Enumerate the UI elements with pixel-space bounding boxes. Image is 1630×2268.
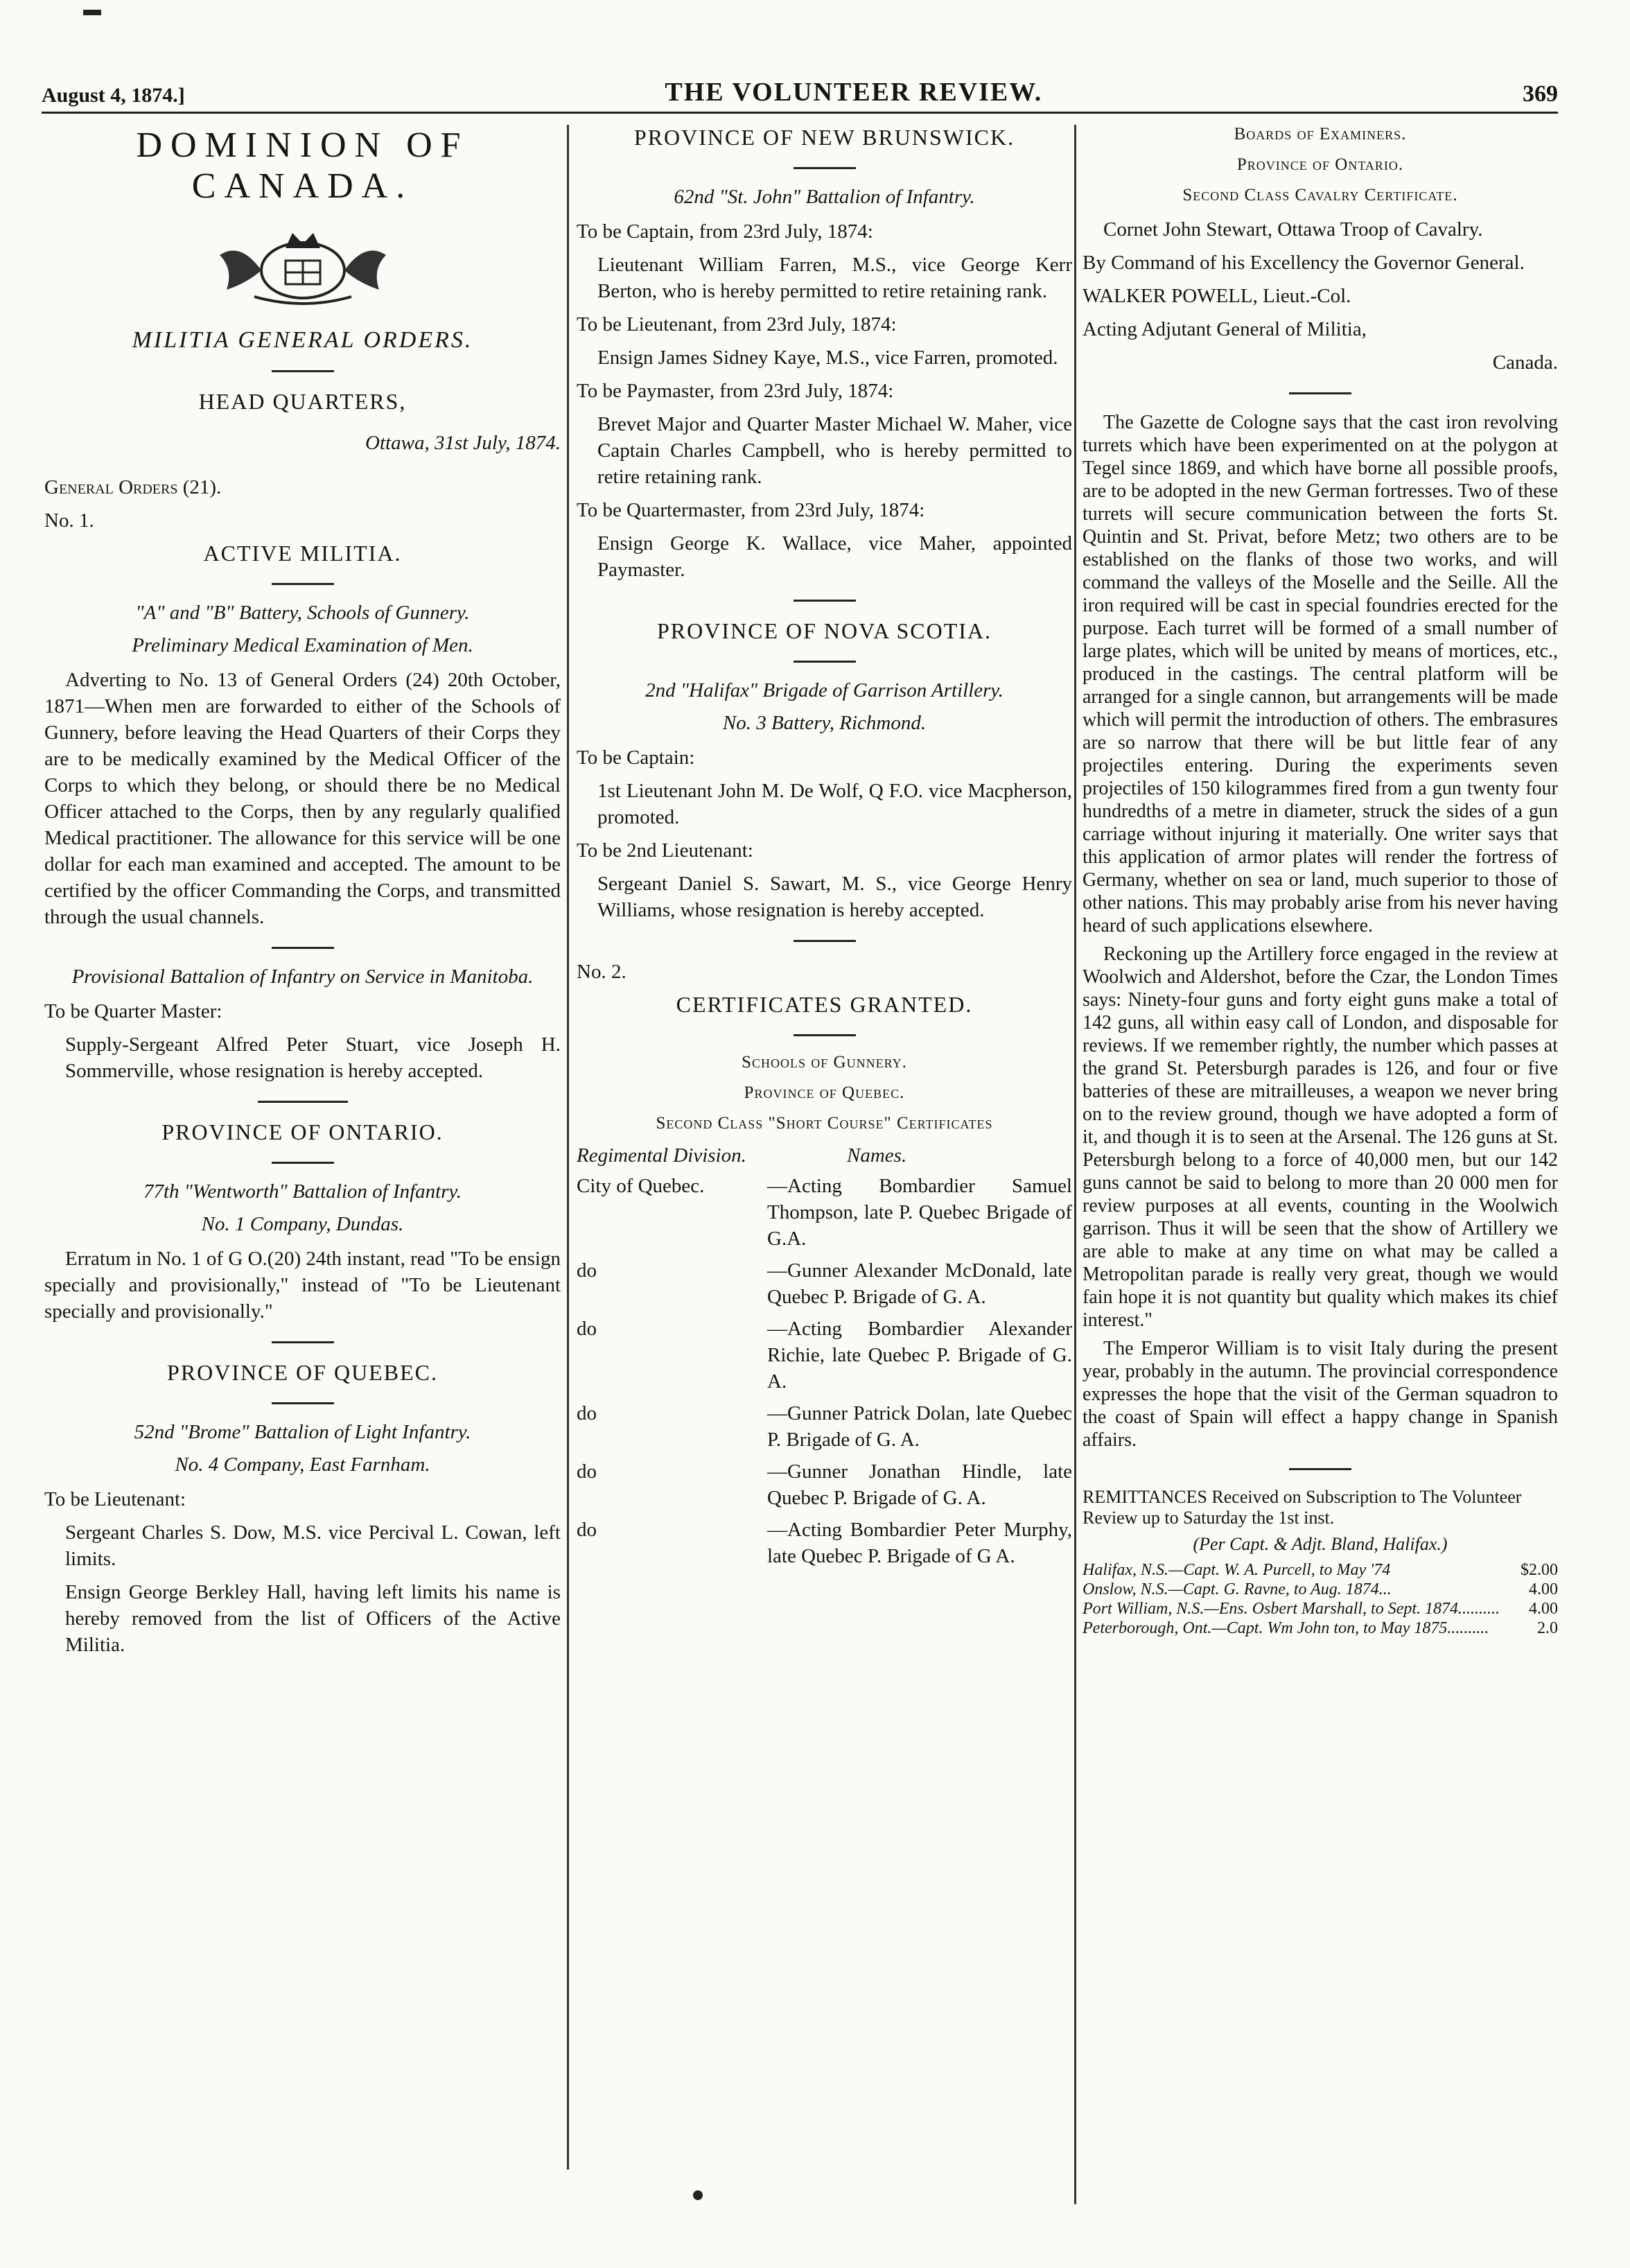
command-line: By Command of his Excellency the Governor General. bbox=[1083, 252, 1525, 274]
appointment-text: 1st Lieutenant John M. De Wolf, Q F.O. vice Macpherson, promoted. bbox=[597, 780, 1072, 828]
certificate-table-header bbox=[577, 1144, 1072, 1167]
article-paragraph: Reckoning up the Artillery force engaged in the review at Woolwich and Aldershot, before the Czar, the London Times says: Ninety-four guns and forty eight guns make a total of 142 guns, all within easy call of London, and disposable for reviews. If we remember rightly, the number which passes at the grand St. Petersburgh parades is 126, and four or five batteries of these are mitrailleuses, a weapon we never bring on to the review ground, though we have adopted a form of it, and though it is to seen at the Arsenal. The 126 guns at St. Petersburgh belong to a force of 40,000 men, but our 142 guns cannot be said to belong to more than 20 000 men for review purposes at all events, counting in the Woolwich garrison. Thus it will be seen that the show of Artillery we are able to make at any time on what may be called a Metropolitan parade is really very great, though we would fain hope it is not quantity but quality which makes its chief interest." bbox=[1083, 943, 1558, 1331]
regimental-division: do bbox=[577, 1318, 597, 1340]
section-heading: CERTIFICATES GRANTED. bbox=[676, 992, 973, 1017]
table-row bbox=[577, 1458, 1072, 1511]
list-item bbox=[1083, 1599, 1558, 1619]
order-number: No. 2. bbox=[577, 961, 626, 983]
appointment-heading: To be Lieutenant, from 23rd July, 1874: bbox=[577, 313, 897, 335]
article-paragraph: The Gazette de Cologne says that the cast iron revolving turrets which have been experimented on at the polygon at Tegel since 1869, and which have borne all possible proofs, are to be adopted in the new German fortresses. Two of these turrets will secure communication between the forts St. Quintin and St. Privat, before Metz; two others are to be established on the flanks of those two works, and will command the valleys of the Moselle and the Seille. All the iron required will be cast in special foundries erected for the purpose. Each turret will be formed of a small number of large plates, which will be united by means of mortices, etc., produced in the castings. The central platform will be arranged for a single cannon, but arrangements will be made which will permit the introduction of others. The embrasures are so narrow that there will be but little fear of any projectiles entering. During the experiments seven projectiles of 150 kilogrammes fired from a gun twenty four hundredths of a metre in diameter, struck the sides of a gun carriage without injuring it materially. One writer says that this application of armor plates will render the fortress of Germany, whether on sea or land, much superior to those of other nations. This may probably arise from his never having heard of such applications elsewhere. bbox=[1083, 412, 1558, 936]
dateline: Ottawa, 31st July, 1874. bbox=[365, 432, 561, 454]
divider bbox=[794, 167, 856, 169]
company-heading: No. 4 Company, East Farnham. bbox=[175, 1454, 430, 1476]
remittances-heading: REMITTANCES Received on Subscription to The Volunteer Review up to Saturday the 1st inst. bbox=[1083, 1487, 1522, 1528]
list-item bbox=[1083, 1560, 1558, 1580]
regimental-division: do bbox=[577, 1402, 597, 1424]
table-row bbox=[577, 1517, 1072, 1569]
divider bbox=[272, 1402, 334, 1404]
signer-title: Acting Adjutant General of Militia, bbox=[1083, 318, 1367, 340]
recipient-name: —Acting Bombardier Alexander Richie, late Quebec P. Brigade of G. A. bbox=[767, 1318, 1072, 1393]
appointment-heading: To be 2nd Lieutenant: bbox=[577, 839, 753, 862]
province-heading: PROVINCE OF NOVA SCOTIA. bbox=[656, 618, 992, 643]
certificate-class-heading: Second Class "Short Course" Certificates bbox=[656, 1114, 993, 1133]
appointment-text: Ensign George Berkley Hall, having left limits his name is hereby removed from the list of Officers of the Active Militia. bbox=[65, 1581, 561, 1656]
appointment-text: Supply-Sergeant Alfred Peter Stuart, vice Joseph H. Sommerville, whose resignation is hereby accepted. bbox=[65, 1033, 561, 1082]
divider bbox=[794, 600, 856, 602]
signer-place: Canada. bbox=[1492, 351, 1558, 374]
remittance-amount: 4.00 bbox=[1529, 1580, 1558, 1598]
general-orders-number: General Orders (21). bbox=[44, 476, 222, 498]
remittance-entry: Onslow, N.S.—Capt. G. Ravne, to Aug. 1874... bbox=[1083, 1580, 1392, 1598]
remittance-entry: Peterborough, Ont.—Capt. Wm John ton, to May 1875.......... bbox=[1083, 1619, 1489, 1637]
subheading: Preliminary Medical Examination of Men. bbox=[132, 634, 473, 656]
divider bbox=[272, 1341, 334, 1343]
section-heading: ACTIVE MILITIA. bbox=[203, 541, 402, 566]
column-1 bbox=[44, 125, 561, 1665]
column-rule bbox=[1074, 125, 1076, 2204]
page-number: 369 bbox=[1523, 81, 1558, 107]
recipient-name: —Gunner Patrick Dolan, late Quebec P. Brigade of G. A. bbox=[767, 1402, 1072, 1451]
appointment-text: Sergeant Charles S. Dow, M.S. vice Percival L. Cowan, left limits. bbox=[65, 1521, 561, 1570]
remittance-amount: 2.0 bbox=[1537, 1619, 1558, 1637]
province-heading: PROVINCE OF QUEBEC. bbox=[167, 1360, 438, 1385]
company-heading: No. 1 Company, Dundas. bbox=[201, 1213, 404, 1235]
recipient-name: —Gunner Jonathan Hindle, late Quebec P. Brigade of G. A. bbox=[767, 1460, 1072, 1509]
remittance-entry: Halifax, N.S.—Capt. W. A. Purcell, to May '74 bbox=[1083, 1561, 1391, 1579]
battalion-heading: 52nd "Brome" Battalion of Light Infantry. bbox=[134, 1421, 471, 1443]
province-heading: PROVINCE OF NEW BRUNSWICK. bbox=[633, 125, 1015, 150]
column-header-division: Regimental Division. bbox=[577, 1144, 746, 1167]
appointment-text: Brevet Major and Quarter Master Michael W. Maher, vice Captain Charles Campbell, who is hereby permitted to retire retaining rank. bbox=[597, 413, 1072, 488]
province-subheading: Province of Ontario. bbox=[1236, 155, 1404, 174]
regimental-division: do bbox=[577, 1519, 597, 1541]
province-subheading: Province of Quebec. bbox=[744, 1083, 905, 1102]
appointment-text: Cornet John Stewart, Ottawa Troop of Cavalry. bbox=[1103, 218, 1483, 241]
recipient-name: —Acting Bombardier Peter Murphy, late Quebec P. Brigade of G A. bbox=[767, 1519, 1072, 1567]
divider bbox=[1289, 392, 1351, 394]
divider bbox=[1289, 1468, 1351, 1470]
regimental-division: do bbox=[577, 1259, 597, 1282]
publication-title: THE VOLUNTEER REVIEW. bbox=[665, 78, 1043, 107]
province-heading: PROVINCE OF ONTARIO. bbox=[161, 1119, 444, 1144]
signer-name: WALKER POWELL, Lieut.-Col. bbox=[1083, 285, 1351, 307]
divider bbox=[272, 583, 334, 585]
certificate-class-heading: Second Class Cavalry Certificate. bbox=[1182, 186, 1458, 204]
boards-heading: Boards of Examiners. bbox=[1234, 125, 1407, 143]
page-header bbox=[42, 72, 1558, 114]
recipient-name: —Acting Bombardier Samuel Thompson, late P. Quebec Brigade of G.A. bbox=[767, 1175, 1072, 1250]
divider bbox=[258, 1101, 348, 1103]
battery-heading: "A" and "B" Battery, Schools of Gunnery. bbox=[135, 602, 470, 624]
column-header-names: Names. bbox=[847, 1144, 907, 1167]
table-row bbox=[577, 1257, 1072, 1310]
orders-title: MILITIA GENERAL ORDERS. bbox=[132, 327, 473, 353]
divider bbox=[272, 370, 334, 372]
battalion-heading: Provisional Battalion of Infantry on Service in Manitoba. bbox=[71, 966, 534, 988]
divider bbox=[272, 1162, 334, 1164]
certificate-table bbox=[577, 1173, 1072, 1569]
list-item bbox=[1083, 1619, 1558, 1638]
regimental-division: do bbox=[577, 1460, 597, 1483]
remittance-amount: $2.00 bbox=[1521, 1561, 1558, 1579]
appointment-heading: To be Captain: bbox=[577, 747, 695, 769]
remittances-list bbox=[1083, 1560, 1558, 1638]
divider bbox=[794, 661, 856, 663]
remittance-entry: Port William, N.S.—Ens. Osbert Marshall, to Sept. 1874.......... bbox=[1083, 1600, 1500, 1618]
order-number: No. 1. bbox=[44, 509, 94, 532]
ink-mark bbox=[693, 2190, 703, 2200]
table-row bbox=[577, 1173, 1072, 1252]
appointment-heading: To be Quartermaster, from 23rd July, 1874: bbox=[577, 499, 925, 521]
brigade-heading: 2nd "Halifax" Brigade of Garrison Artillery. bbox=[645, 679, 1004, 701]
article-paragraph: The Emperor William is to visit Italy during the present year, probably in the autumn. The provincial correspondence expresses the hope that the visit of the German squadron to the coast of Spain will effect a happy change in Spanish affairs. bbox=[1083, 1338, 1558, 1451]
battalion-heading: 77th "Wentworth" Battalion of Infantry. bbox=[143, 1180, 462, 1203]
battery-heading: No. 3 Battery, Richmond. bbox=[722, 712, 927, 734]
schools-heading: Schools of Gunnery. bbox=[742, 1053, 907, 1072]
appointment-text: Sergeant Daniel S. Sawart, M. S., vice George Henry Williams, whose resignation is hereby accepted. bbox=[597, 873, 1072, 921]
divider bbox=[794, 940, 856, 942]
divider bbox=[272, 947, 334, 949]
ink-mark bbox=[83, 10, 101, 15]
column-3 bbox=[1083, 125, 1558, 1638]
column-rule bbox=[567, 125, 569, 2170]
remittance-amount: 4.00 bbox=[1529, 1600, 1558, 1618]
divider bbox=[794, 1034, 856, 1036]
headquarters-heading: HEAD QUARTERS, bbox=[198, 389, 407, 414]
table-row bbox=[577, 1316, 1072, 1395]
appointment-text: Ensign George K. Wallace, vice Maher, appointed Paymaster. bbox=[597, 532, 1072, 581]
appointment-heading: To be Quarter Master: bbox=[44, 1000, 222, 1022]
appointment-text: Ensign James Sidney Kaye, M.S., vice Farren, promoted. bbox=[597, 347, 1058, 369]
column-2 bbox=[577, 125, 1072, 1575]
issue-date: August 4, 1874.] bbox=[42, 84, 185, 107]
erratum-paragraph: Erratum in No. 1 of G O.(20) 24th instant, read "To be ensign specially and provisionally," instead of "To be Lieutenant specially and provisionally." bbox=[44, 1248, 561, 1323]
recipient-name: —Gunner Alexander McDonald, late Quebec P. Brigade of G. A. bbox=[767, 1259, 1072, 1308]
appointment-text: Lieutenant William Farren, M.S., vice George Kerr Berton, who is hereby permitted to retire retaining rank. bbox=[597, 254, 1072, 302]
dominion-banner: DOMINION OF CANADA. bbox=[136, 125, 469, 206]
appointment-heading: To be Paymaster, from 23rd July, 1874: bbox=[577, 380, 894, 402]
table-row bbox=[577, 1400, 1072, 1453]
regimental-division: City of Quebec. bbox=[577, 1175, 705, 1197]
battalion-heading: 62nd "St. John" Battalion of Infantry. bbox=[674, 186, 975, 208]
order-paragraph: Adverting to No. 13 of General Orders (24) 20th October, 1871—When men are forwarded to either of the Schools of Gunnery, before leaving the Head Quarters of their Corps they are to be medically examined by the Medical Officer of the Corps to which they belong, or should there be no Medical Officer attached to the Corps, then by any regularly qualified Medical practitioner. The allowance for this service will be one dollar for each man examined and accepted. The amount to be certified by the officer Commanding the Corps, and transmitted through the usual channels. bbox=[44, 669, 561, 928]
appointment-heading: To be Captain, from 23rd July, 1874: bbox=[577, 220, 873, 243]
list-item bbox=[1083, 1580, 1558, 1599]
appointment-heading: To be Lieutenant: bbox=[44, 1488, 186, 1510]
royal-crest-icon bbox=[44, 227, 561, 311]
remittances-agent: (Per Capt. & Adjt. Bland, Halifax.) bbox=[1193, 1534, 1448, 1554]
